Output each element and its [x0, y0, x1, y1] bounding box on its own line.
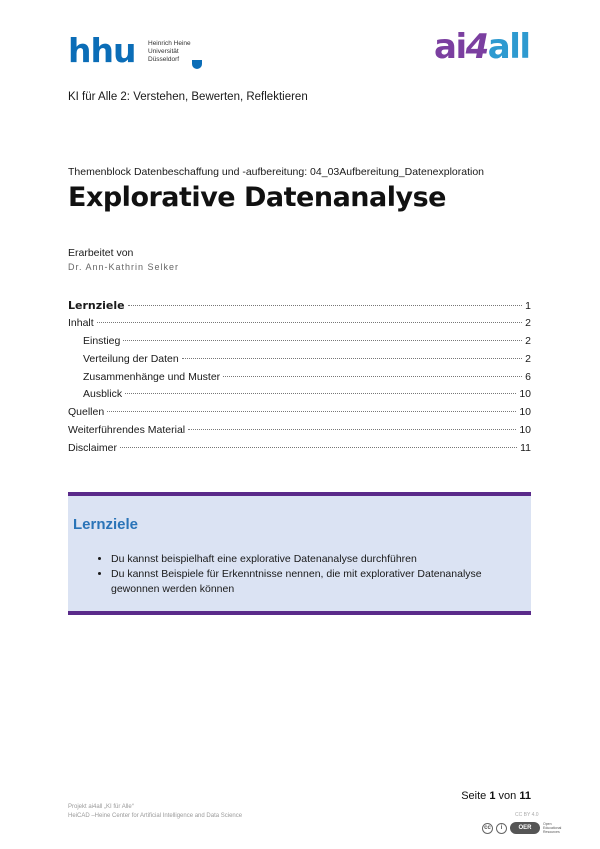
learning-goal-item: • Du kannst beispielhaft eine explorative Datenanalyse durchführen	[111, 552, 511, 567]
hhu-university-name: Heinrich Heine Universität Düsseldorf	[148, 40, 191, 64]
toc-entry-verteilung[interactable]: Verteilung der Daten 2	[83, 352, 531, 365]
hhu-logo-mark-icon	[192, 60, 202, 69]
toc-entry-einstieg[interactable]: Einstieg 2	[83, 334, 531, 347]
toc-entry-ausblick[interactable]: Ausblick 10	[83, 388, 531, 401]
learning-goal-item: • Du kannst Beispiele für Erkenntnisse nennen, die mit explorativer Datenanalyse gewonnen werden können	[111, 567, 511, 597]
oer-text: Open Educational Resources	[543, 822, 562, 834]
footer-project-info: Projekt ai4all „KI für Alle“ HeiCAD –Heine Center for Artificial Intelligence and Data Science	[68, 804, 243, 819]
license-badges	[482, 822, 565, 834]
ai4all-logo-ai: ai	[434, 27, 466, 67]
page-title: Explorative Datenanalyse	[68, 182, 446, 213]
toc-entry-quellen[interactable]: Quellen 10	[68, 406, 531, 419]
toc-entry-weiterfuehrendes-material[interactable]: Weiterführendes Material 10	[68, 424, 531, 437]
ai4all-logo-4: 4	[465, 27, 488, 67]
cc-icon: cc	[482, 823, 493, 834]
by-icon: i	[496, 823, 507, 834]
hhu-logo	[68, 30, 218, 70]
learning-goals-title: Lernziele	[73, 516, 139, 533]
oer-icon: OER	[510, 822, 540, 834]
toc-entry-lernziele[interactable]: Lernziele 1	[68, 299, 531, 312]
ai4all-logo-all: all	[487, 27, 530, 67]
hhu-wordmark: hhu	[68, 31, 136, 70]
license-label: CC BY 4.0	[515, 812, 539, 818]
learning-goals-list	[90, 552, 511, 597]
author-label: Erarbeitet von	[68, 247, 134, 259]
toc-entry-zusammenhaenge[interactable]: Zusammenhänge und Muster 6	[83, 370, 531, 383]
page-number: Seite 1 von 11	[461, 790, 531, 802]
course-title: KI für Alle 2: Verstehen, Bewerten, Reflektieren	[68, 91, 308, 103]
toc-entry-inhalt[interactable]: Inhalt 2	[68, 316, 531, 329]
table-of-contents	[68, 299, 531, 460]
toc-entry-disclaimer[interactable]: Disclaimer 11	[68, 442, 531, 455]
ai4all-logo	[434, 27, 544, 70]
author-name: Dr. Ann-Kathrin Selker	[68, 262, 180, 272]
topic-block-label: Themenblock Datenbeschaffung und -aufbereitung: 04_03Aufbereitung_Datenexploration	[68, 166, 485, 178]
learning-goals-box	[68, 492, 531, 615]
